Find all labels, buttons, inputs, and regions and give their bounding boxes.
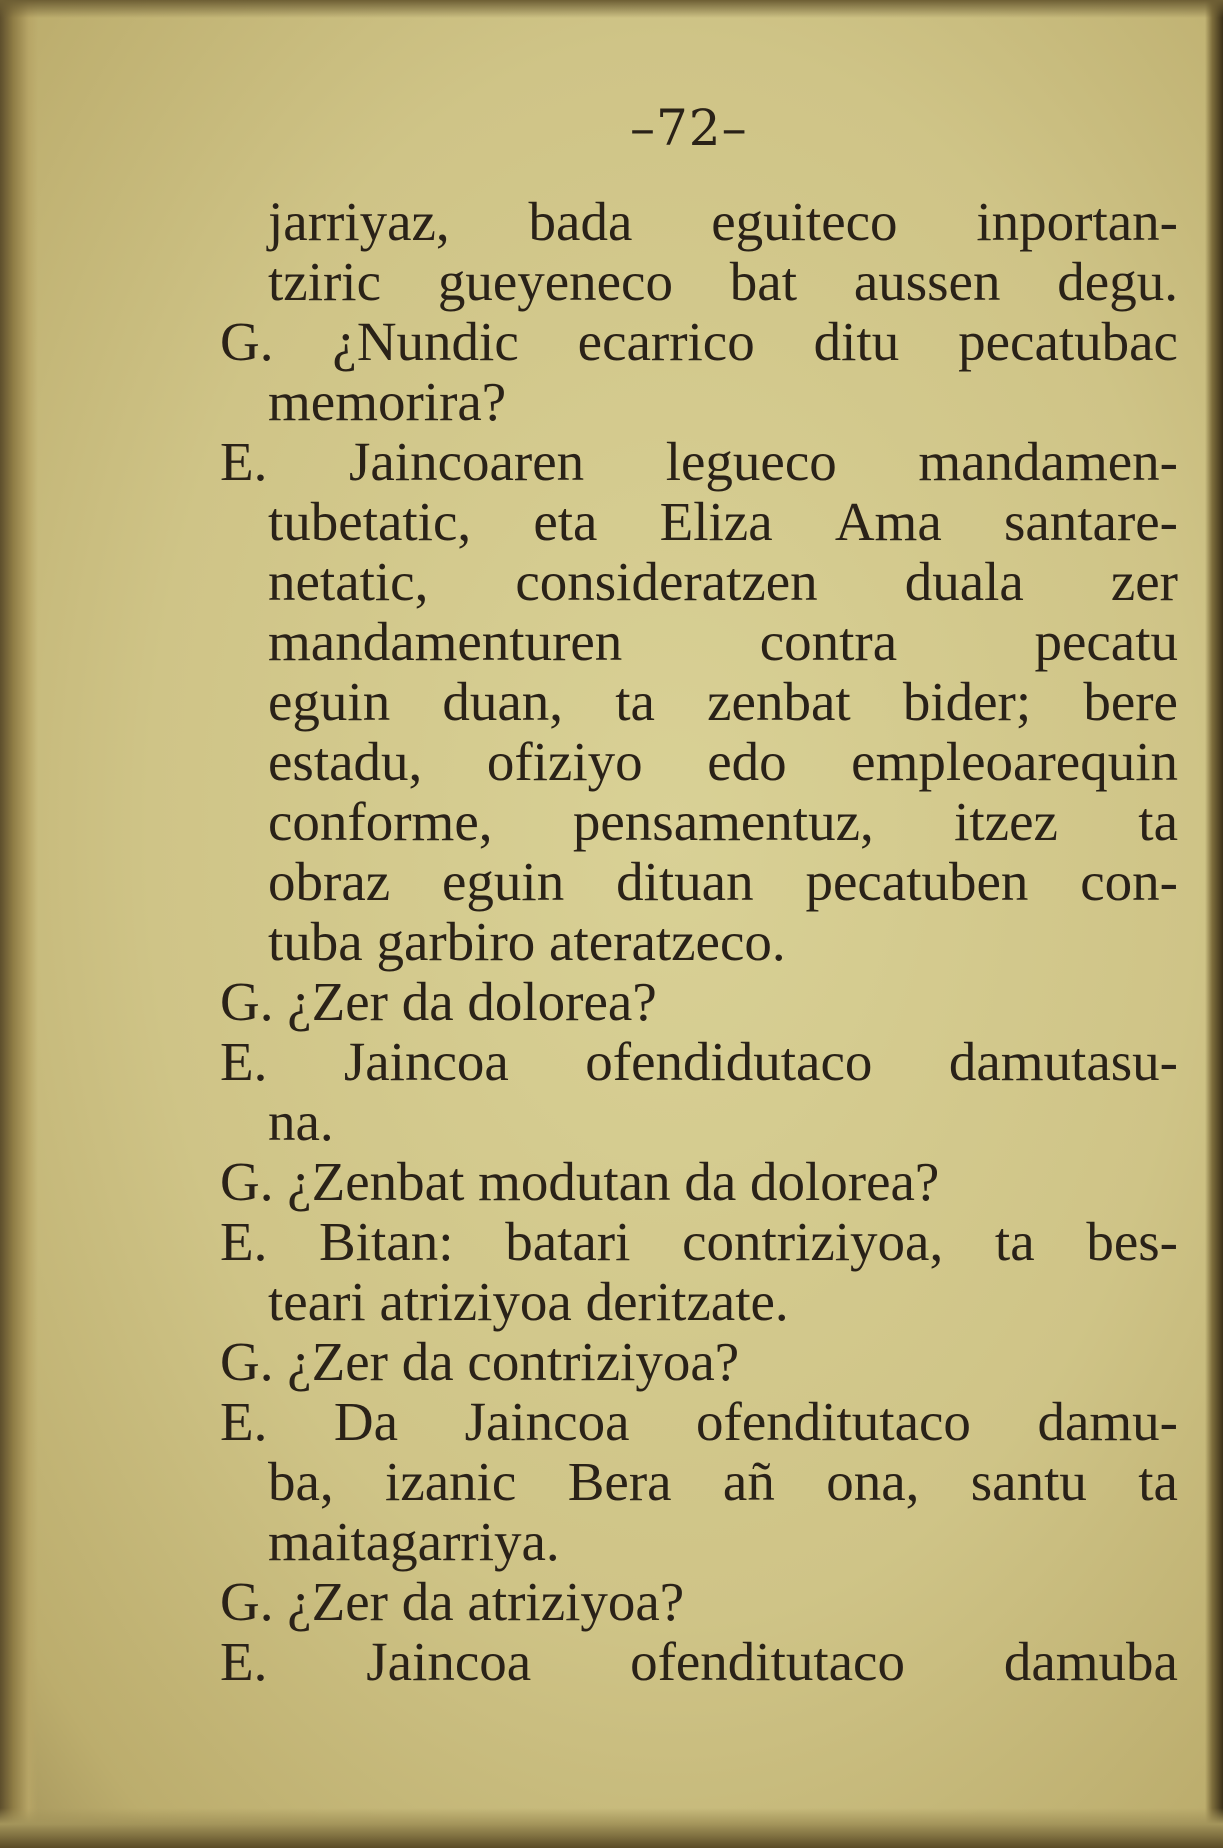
word: memorira? xyxy=(268,371,507,432)
word: mandamen- xyxy=(918,431,1178,492)
word: gueyeneco xyxy=(437,251,673,312)
word: E. xyxy=(220,1031,268,1092)
page-bottom-edge xyxy=(0,1808,1223,1848)
page-left-edge xyxy=(0,0,38,1848)
word: zer xyxy=(1110,551,1178,612)
page-top-edge xyxy=(0,0,1223,18)
word: Jaincoa xyxy=(343,1031,509,1092)
word: ta xyxy=(1138,1451,1178,1512)
word: ona, xyxy=(826,1451,920,1512)
word: damuba xyxy=(1003,1631,1178,1692)
word: izanic xyxy=(385,1451,517,1512)
word: tziric xyxy=(268,251,381,312)
word: ba, xyxy=(268,1451,334,1512)
text-line xyxy=(220,1632,1178,1692)
word: pensamentuz, xyxy=(572,791,874,852)
word: añ xyxy=(722,1451,775,1512)
word: bes- xyxy=(1086,1211,1178,1272)
word: da xyxy=(684,1151,737,1212)
text-line xyxy=(220,1392,1178,1452)
word: con- xyxy=(1080,851,1178,912)
text-line xyxy=(268,912,786,972)
word: dolorea? xyxy=(750,1151,940,1212)
word: Da xyxy=(333,1391,399,1452)
word: aussen xyxy=(853,251,1001,312)
word: inportan- xyxy=(976,191,1178,252)
word: ta xyxy=(1138,791,1178,852)
word: itzez xyxy=(954,791,1058,852)
word: ateratzeco. xyxy=(549,911,786,972)
word: Jaincoa xyxy=(464,1391,630,1452)
word: pecatuben xyxy=(805,851,1029,912)
word: eguiteco xyxy=(711,191,898,252)
text-line xyxy=(220,972,657,1032)
word: Eliza xyxy=(659,491,773,552)
text-line xyxy=(220,1572,684,1632)
word: G. xyxy=(220,1151,274,1212)
word: tubetatic, xyxy=(268,491,472,552)
word: jarriyaz, xyxy=(268,191,450,252)
word: teari xyxy=(268,1271,366,1332)
word: E. xyxy=(220,1631,268,1692)
word: eta xyxy=(533,491,598,552)
word: ta xyxy=(615,671,655,732)
text-line xyxy=(268,192,1178,252)
word: E. xyxy=(220,1211,268,1272)
text-line xyxy=(220,432,1178,492)
word: damu- xyxy=(1037,1391,1178,1452)
word: ¿Nundic xyxy=(332,311,519,372)
word: atriziyoa? xyxy=(467,1571,685,1632)
word: santare- xyxy=(1003,491,1178,552)
text-line xyxy=(220,1332,739,1392)
word: G. xyxy=(220,971,274,1032)
word: ¿Zer xyxy=(287,1571,388,1632)
word: Jaincoaren xyxy=(348,431,585,492)
word: bere xyxy=(1083,671,1178,732)
word: Ama xyxy=(834,491,942,552)
text-line xyxy=(268,552,1178,612)
word: dolorea? xyxy=(467,971,657,1032)
word: Jaincoa xyxy=(366,1631,532,1692)
word: ta xyxy=(994,1211,1035,1272)
word: bada xyxy=(528,191,633,252)
word: ¿Zer xyxy=(287,1331,388,1392)
word: zenbat xyxy=(707,671,851,732)
word: santu xyxy=(970,1451,1087,1512)
word: bat xyxy=(729,251,797,312)
word: edo xyxy=(707,731,787,792)
text-line xyxy=(268,732,1178,792)
word: netatic, xyxy=(268,551,429,612)
word: G. xyxy=(220,311,274,372)
word: duan, xyxy=(442,671,564,732)
page-number: –72– xyxy=(630,99,748,157)
word: estadu, xyxy=(268,731,423,792)
word: ofenditutaco xyxy=(630,1631,905,1692)
word: obraz xyxy=(268,851,391,912)
text-line xyxy=(268,852,1178,912)
word: eguin xyxy=(442,851,565,912)
word: G. xyxy=(220,1331,274,1392)
text-line xyxy=(268,1452,1178,1512)
word: contriziyoa, xyxy=(682,1211,944,1272)
word: E. xyxy=(220,431,268,492)
text-line xyxy=(268,1272,789,1332)
text-line xyxy=(268,1512,560,1572)
word: ofiziyo xyxy=(486,731,643,792)
word: modutan xyxy=(478,1151,671,1212)
word: da xyxy=(401,1331,454,1392)
word: tuba xyxy=(268,911,363,972)
word: bider; xyxy=(902,671,1032,732)
word: ofendidutaco xyxy=(585,1031,873,1092)
word: empleoarequin xyxy=(851,731,1178,792)
word: atriziyoa xyxy=(379,1271,572,1332)
text-line xyxy=(220,1212,1178,1272)
word: Bitan: xyxy=(319,1211,454,1272)
word: ofenditutaco xyxy=(696,1391,971,1452)
word: ditu xyxy=(813,311,900,372)
text-line xyxy=(268,492,1178,552)
word: batari xyxy=(505,1211,631,1272)
word: G. xyxy=(220,1571,274,1632)
word: maitagarriya. xyxy=(268,1511,560,1572)
word: Bera xyxy=(567,1451,672,1512)
word: pecatubac xyxy=(958,311,1178,372)
text-line xyxy=(268,252,1178,312)
text-line xyxy=(220,312,1178,372)
word: degu. xyxy=(1057,251,1178,312)
word: damutasu- xyxy=(948,1031,1178,1092)
word: contra xyxy=(759,611,898,672)
word: da xyxy=(401,1571,454,1632)
word: pecatu xyxy=(1034,611,1178,672)
word: dituan xyxy=(616,851,754,912)
text-line xyxy=(268,372,506,432)
word: deritzate. xyxy=(585,1271,789,1332)
word: ecarrico xyxy=(577,311,755,372)
word: ¿Zer xyxy=(287,971,388,1032)
word: ¿Zenbat xyxy=(287,1151,465,1212)
word: contriziyoa? xyxy=(467,1331,740,1392)
text-line xyxy=(220,1152,939,1212)
text-line xyxy=(220,1032,1178,1092)
word: legueco xyxy=(665,431,837,492)
text-line xyxy=(268,792,1178,852)
word: E. xyxy=(220,1391,268,1452)
text-line xyxy=(268,612,1178,672)
word: garbiro xyxy=(376,911,536,972)
page-right-edge xyxy=(1205,0,1223,1848)
word: consideratzen xyxy=(515,551,818,612)
word: eguin xyxy=(268,671,391,732)
text-line xyxy=(268,1092,334,1152)
word: da xyxy=(401,971,454,1032)
word: mandamenturen xyxy=(268,611,623,672)
word: na. xyxy=(268,1091,334,1152)
word: conforme, xyxy=(268,791,493,852)
word: duala xyxy=(904,551,1024,612)
text-line xyxy=(268,672,1178,732)
